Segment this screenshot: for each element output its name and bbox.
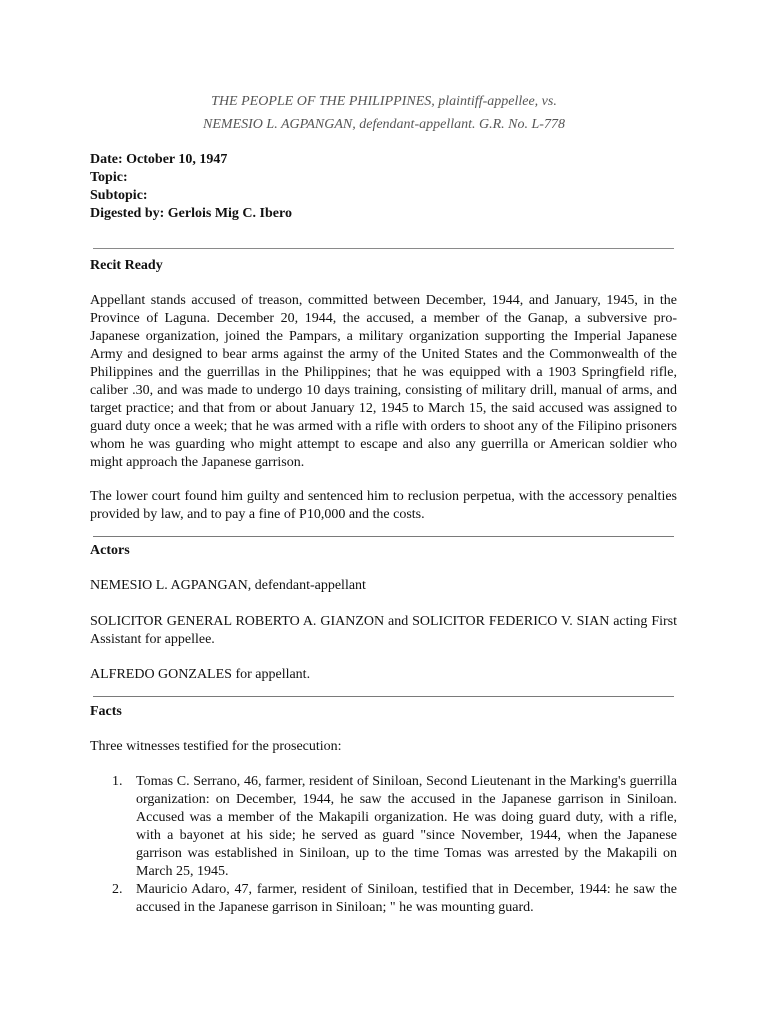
meta-digested-by: Digested by: Gerlois Mig C. Ibero [90,206,292,221]
section-heading-recit-ready: Recit Ready [90,258,163,273]
divider [93,696,674,697]
facts-intro: Three witnesses testified for the prosecution: [90,739,342,754]
recit-paragraph-2: The lower court found him guilty and sentenced him to reclusion perpetua, with the accessory penalties provided by law, and to pay a fine of P10,000 and the costs. [90,489,677,522]
meta-subtopic: Subtopic: [90,188,148,203]
list-item [90,881,677,917]
section-heading-actors: Actors [90,543,130,558]
section-heading-facts: Facts [90,704,122,719]
divider [93,248,674,249]
digest-meta [90,151,292,223]
case-title-line-2: NEMESIO L. AGPANGAN, defendant-appellant. G.R. No. L-778 [203,117,565,132]
divider [93,536,674,537]
actor-2: SOLICITOR GENERAL ROBERTO A. GIANZON and SOLICITOR FEDERICO V. SIAN acting First Assistant for appellee. [90,614,677,647]
recit-paragraph-1: Appellant stands accused of treason, committed between December, 1944, and January, 1945, in the Province of Laguna. December 20, 1944, the accused, a member of the Ganap, a subversive pro-Japanese organization, joined the Pampars, a military organization supporting the Imperial Japanese Army and designed to bear arms against the army of the United States and the Commonwealth of the Philippines and the guerrillas in the Philippines; that he was equipped with a 1903 Springfield rifle, caliber .30, and was made to undergo 10 days training, consisting of military drill, manual of arms, and target practice; and that from or about January 12, 1945 to March 15, the said accused was assigned to guard duty once a week; that he was armed with a rifle with orders to shoot any of the Filipino prisoners whom he was guarding who might attempt to escape and also any guerrilla or American soldier who might approach the Japanese garrison. [90,293,677,470]
list-item [90,773,677,881]
actor-3: ALFREDO GONZALES for appellant. [90,667,311,682]
case-title-line-1: THE PEOPLE OF THE PHILIPPINES, plaintiff-appellee, vs. [211,94,557,109]
list-item-number: 1. [112,774,123,789]
actor-1: NEMESIO L. AGPANGAN, defendant-appellant [90,578,366,593]
list-item-number: 2. [112,882,123,897]
witness-list [90,773,677,917]
list-item-text: Mauricio Adaro, 47, farmer, resident of Siniloan, testified that in December, 1944: he saw the accused in the Japanese garrison in Siniloan; " he was mounting guard. [136,882,677,915]
meta-date: Date: October 10, 1947 [90,152,228,167]
list-item-text: Tomas C. Serrano, 46, farmer, resident of Siniloan, Second Lieutenant in the Marking's guerrilla organization: on December, 1944, he saw the accused in the Japanese garrison in Siniloan. Accused was a member of the Makapili organization. He was doing guard duty, with a rifle, with a bayonet at his side; he served as guard "since November, 1944, when the Japanese garrison was established in Siniloan, up to the time Tomas was arrested by the Makapili on March 25, 1945. [136,774,677,879]
meta-topic: Topic: [90,170,128,185]
